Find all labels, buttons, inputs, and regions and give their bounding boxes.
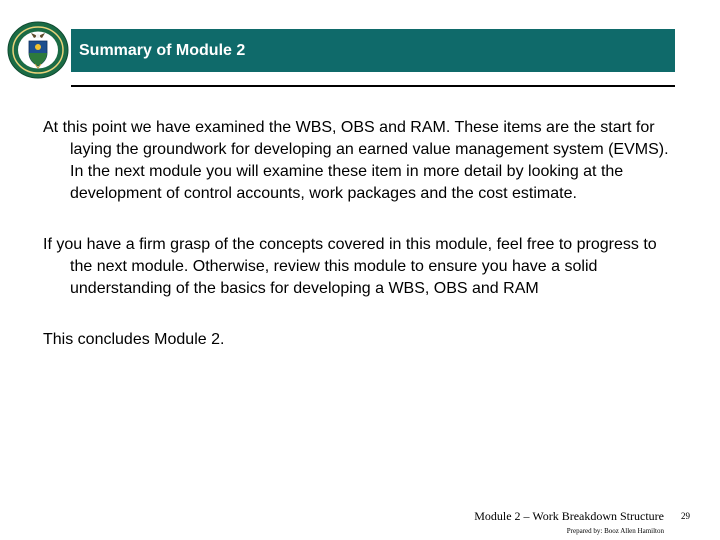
slide-title: Summary of Module 2 xyxy=(79,41,246,59)
footer-prepared-by: Prepared by: Booz Allen Hamilton xyxy=(566,527,664,535)
department-of-energy-seal-icon xyxy=(7,21,69,79)
title-divider xyxy=(71,85,675,87)
body-paragraph-3: This concludes Module 2. xyxy=(43,331,225,348)
slide-body xyxy=(43,117,683,351)
page-number: 29 xyxy=(681,511,690,521)
footer-module-title: Module 2 – Work Breakdown Structure xyxy=(474,509,664,523)
title-bar xyxy=(71,29,675,72)
slide-footer xyxy=(474,509,664,536)
body-paragraph-2: If you have a firm grasp of the concepts covered in this module, feel free to progress to the next module. Otherwise, review this module to ensure you have a solid understanding of the basics for developing a WBS, OBS and RAM xyxy=(43,236,657,297)
body-paragraph-1: At this point we have examined the WBS, OBS and RAM. These items are the start for laying the groundwork for developing an earned value management system (EVMS). In the next module you will examine these item in more detail by looking at the development of control accounts, work packages and the cost estimate. xyxy=(43,119,669,202)
